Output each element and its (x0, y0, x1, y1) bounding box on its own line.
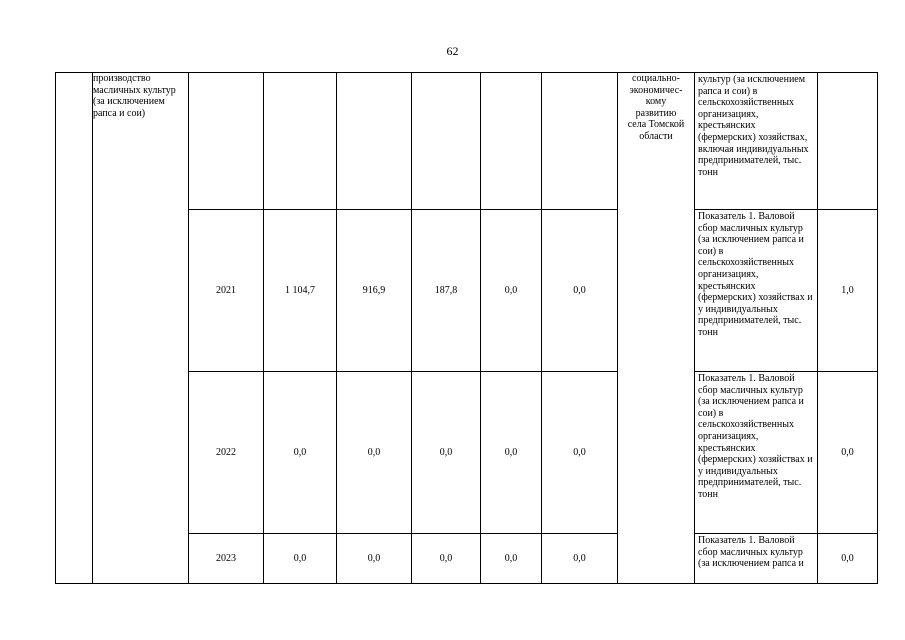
total-value: 0,0 (264, 534, 337, 584)
indicator-value: 1,0 (818, 210, 878, 372)
c1-cell-empty (337, 73, 412, 210)
year: 2022 (189, 372, 264, 534)
indicator-cell (695, 372, 818, 534)
indicator-text: культур (за исключением рапса и сои) в сельскохозяйственных организациях, крестьянских (фермерских) хозяйствах, включая индивидуальных предпринимателей, тыс. тонн (698, 74, 809, 178)
total-value: 1 104,7 (264, 210, 337, 372)
source-2-value: 0,0 (412, 372, 481, 534)
source-2-value: 0,0 (412, 534, 481, 584)
source-1-value: 0,0 (337, 372, 412, 534)
indicator-value: 0,0 (818, 372, 878, 534)
c3-cell-empty (481, 73, 542, 210)
source-3-value: 0,0 (481, 372, 542, 534)
task-text: производство масличных культур (за исключением рапса и сои) (93, 73, 176, 119)
goal-text: социально- экономичес- кому развитию села Томской области (627, 73, 685, 142)
source-2-value: 187,8 (412, 210, 481, 372)
program-table (55, 72, 878, 584)
year: 2023 (189, 534, 264, 584)
indicator-text: Показатель 1. Валовой сбор масличных культур (за исключением рапса и сои) в сельскохозяйственных организациях, крестьянских (фермерских) хозяйствах и у индивидуальных предпринимателей, тыс. тонн (698, 211, 813, 338)
source-4-value: 0,0 (542, 372, 618, 534)
task-cell (93, 73, 189, 584)
row-number-cell (56, 73, 93, 584)
goal-cell (618, 73, 695, 584)
source-1-value: 916,9 (337, 210, 412, 372)
c2-cell-empty (412, 73, 481, 210)
total-value: 0,0 (264, 372, 337, 534)
indicator-cell (695, 534, 818, 584)
indicator-cell (695, 73, 818, 210)
year: 2021 (189, 210, 264, 372)
source-4-value: 0,0 (542, 210, 618, 372)
indicator-text: Показатель 1. Валовой сбор масличных культур (за исключением рапса и сои) в сельскохозяйственных организациях, крестьянских (фермерских) хозяйствах и у индивидуальных предпринимателей, тыс. тонн (698, 373, 813, 500)
page-number: 62 (446, 44, 459, 58)
source-4-value: 0,0 (542, 534, 618, 584)
table-row-first (56, 73, 878, 210)
indicator-value-empty (818, 73, 878, 210)
source-3-value: 0,0 (481, 534, 542, 584)
source-1-value: 0,0 (337, 534, 412, 584)
indicator-value: 0,0 (818, 534, 878, 584)
source-3-value: 0,0 (481, 210, 542, 372)
year-cell-empty (189, 73, 264, 210)
indicator-text: Показатель 1. Валовой сбор масличных культур (за исключением рапса и (698, 535, 804, 570)
indicator-cell (695, 210, 818, 372)
total-cell-empty (264, 73, 337, 210)
c4-cell-empty (542, 73, 618, 210)
